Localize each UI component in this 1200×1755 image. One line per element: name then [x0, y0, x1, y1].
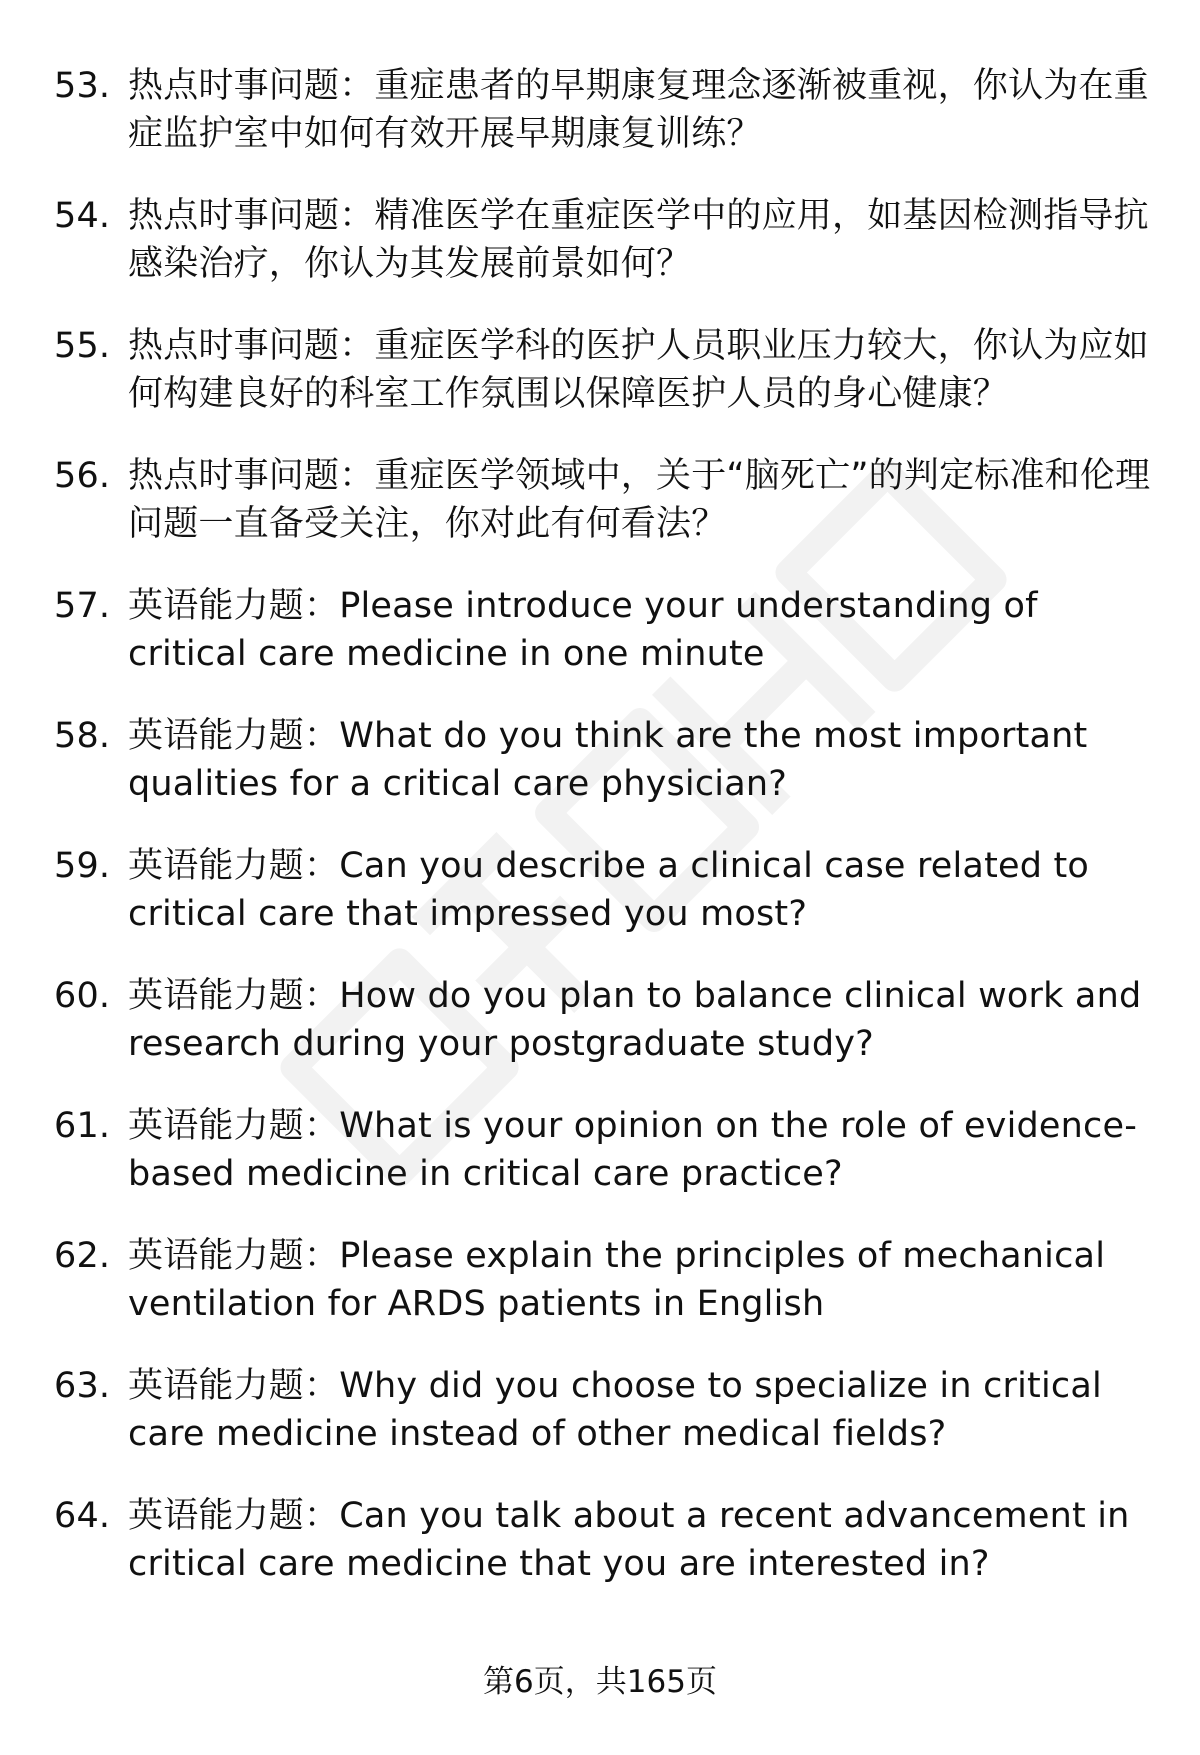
- list-item: [54, 1232, 1154, 1328]
- question-text: 英语能力题：Can you describe a clinical case related to critical care that impressed you most?: [128, 846, 1090, 934]
- question-number: 60.: [54, 976, 111, 1016]
- list-item: [54, 582, 1154, 678]
- list-item: [54, 192, 1154, 288]
- question-text: 热点时事问题：重症医学领域中，关于“脑死亡”的判定标准和伦理问题一直备受关注，你对此有何看法？: [128, 456, 1151, 544]
- question-text: 英语能力题：What do you think are the most important qualities for a critical care physician?: [128, 716, 1088, 804]
- question-list: [54, 62, 1154, 1622]
- list-item: [54, 452, 1154, 548]
- list-item: [54, 712, 1154, 808]
- list-item: [54, 1362, 1154, 1458]
- question-number: 55.: [54, 326, 111, 366]
- question-text: 英语能力题：How do you plan to balance clinical work and research during your postgraduate study?: [128, 976, 1142, 1064]
- question-text: 英语能力题：What is your opinion on the role of evidence-based medicine in critical care practice?: [128, 1106, 1138, 1194]
- question-number: 64.: [54, 1496, 111, 1536]
- question-text: 英语能力题：Please introduce your understanding of critical care medicine in one minute: [128, 586, 1038, 674]
- question-number: 61.: [54, 1106, 111, 1146]
- question-number: 63.: [54, 1366, 111, 1406]
- question-text: 热点时事问题：精准医学在重症医学中的应用，如基因检测指导抗感染治疗，你认为其发展前景如何？: [128, 196, 1149, 284]
- question-text: 英语能力题：Can you talk about a recent advancement in critical care medicine that you are interested in?: [128, 1496, 1130, 1584]
- list-item: [54, 972, 1154, 1068]
- list-item: [54, 62, 1154, 158]
- question-number: 54.: [54, 196, 111, 236]
- list-item: [54, 1102, 1154, 1198]
- question-text: 热点时事问题：重症患者的早期康复理念逐渐被重视，你认为在重症监护室中如何有效开展早期康复训练？: [128, 66, 1149, 154]
- list-item: [54, 1492, 1154, 1588]
- question-number: 58.: [54, 716, 111, 756]
- list-item: [54, 842, 1154, 938]
- question-text: 英语能力题：Why did you choose to specialize in critical care medicine instead of other medical fields?: [128, 1366, 1102, 1454]
- question-number: 56.: [54, 456, 111, 496]
- question-number: 62.: [54, 1236, 111, 1276]
- page-number-footer: 第6页，共165页: [483, 1664, 717, 1700]
- question-text: 英语能力题：Please explain the principles of mechanical ventilation for ARDS patients in English: [128, 1236, 1106, 1324]
- question-text: 热点时事问题：重症医学科的医护人员职业压力较大，你认为应如何构建良好的科室工作氛围以保障医护人员的身心健康？: [128, 326, 1149, 414]
- list-item: [54, 322, 1154, 418]
- question-number: 57.: [54, 586, 111, 626]
- question-number: 59.: [54, 846, 111, 886]
- question-number: 53.: [54, 66, 111, 106]
